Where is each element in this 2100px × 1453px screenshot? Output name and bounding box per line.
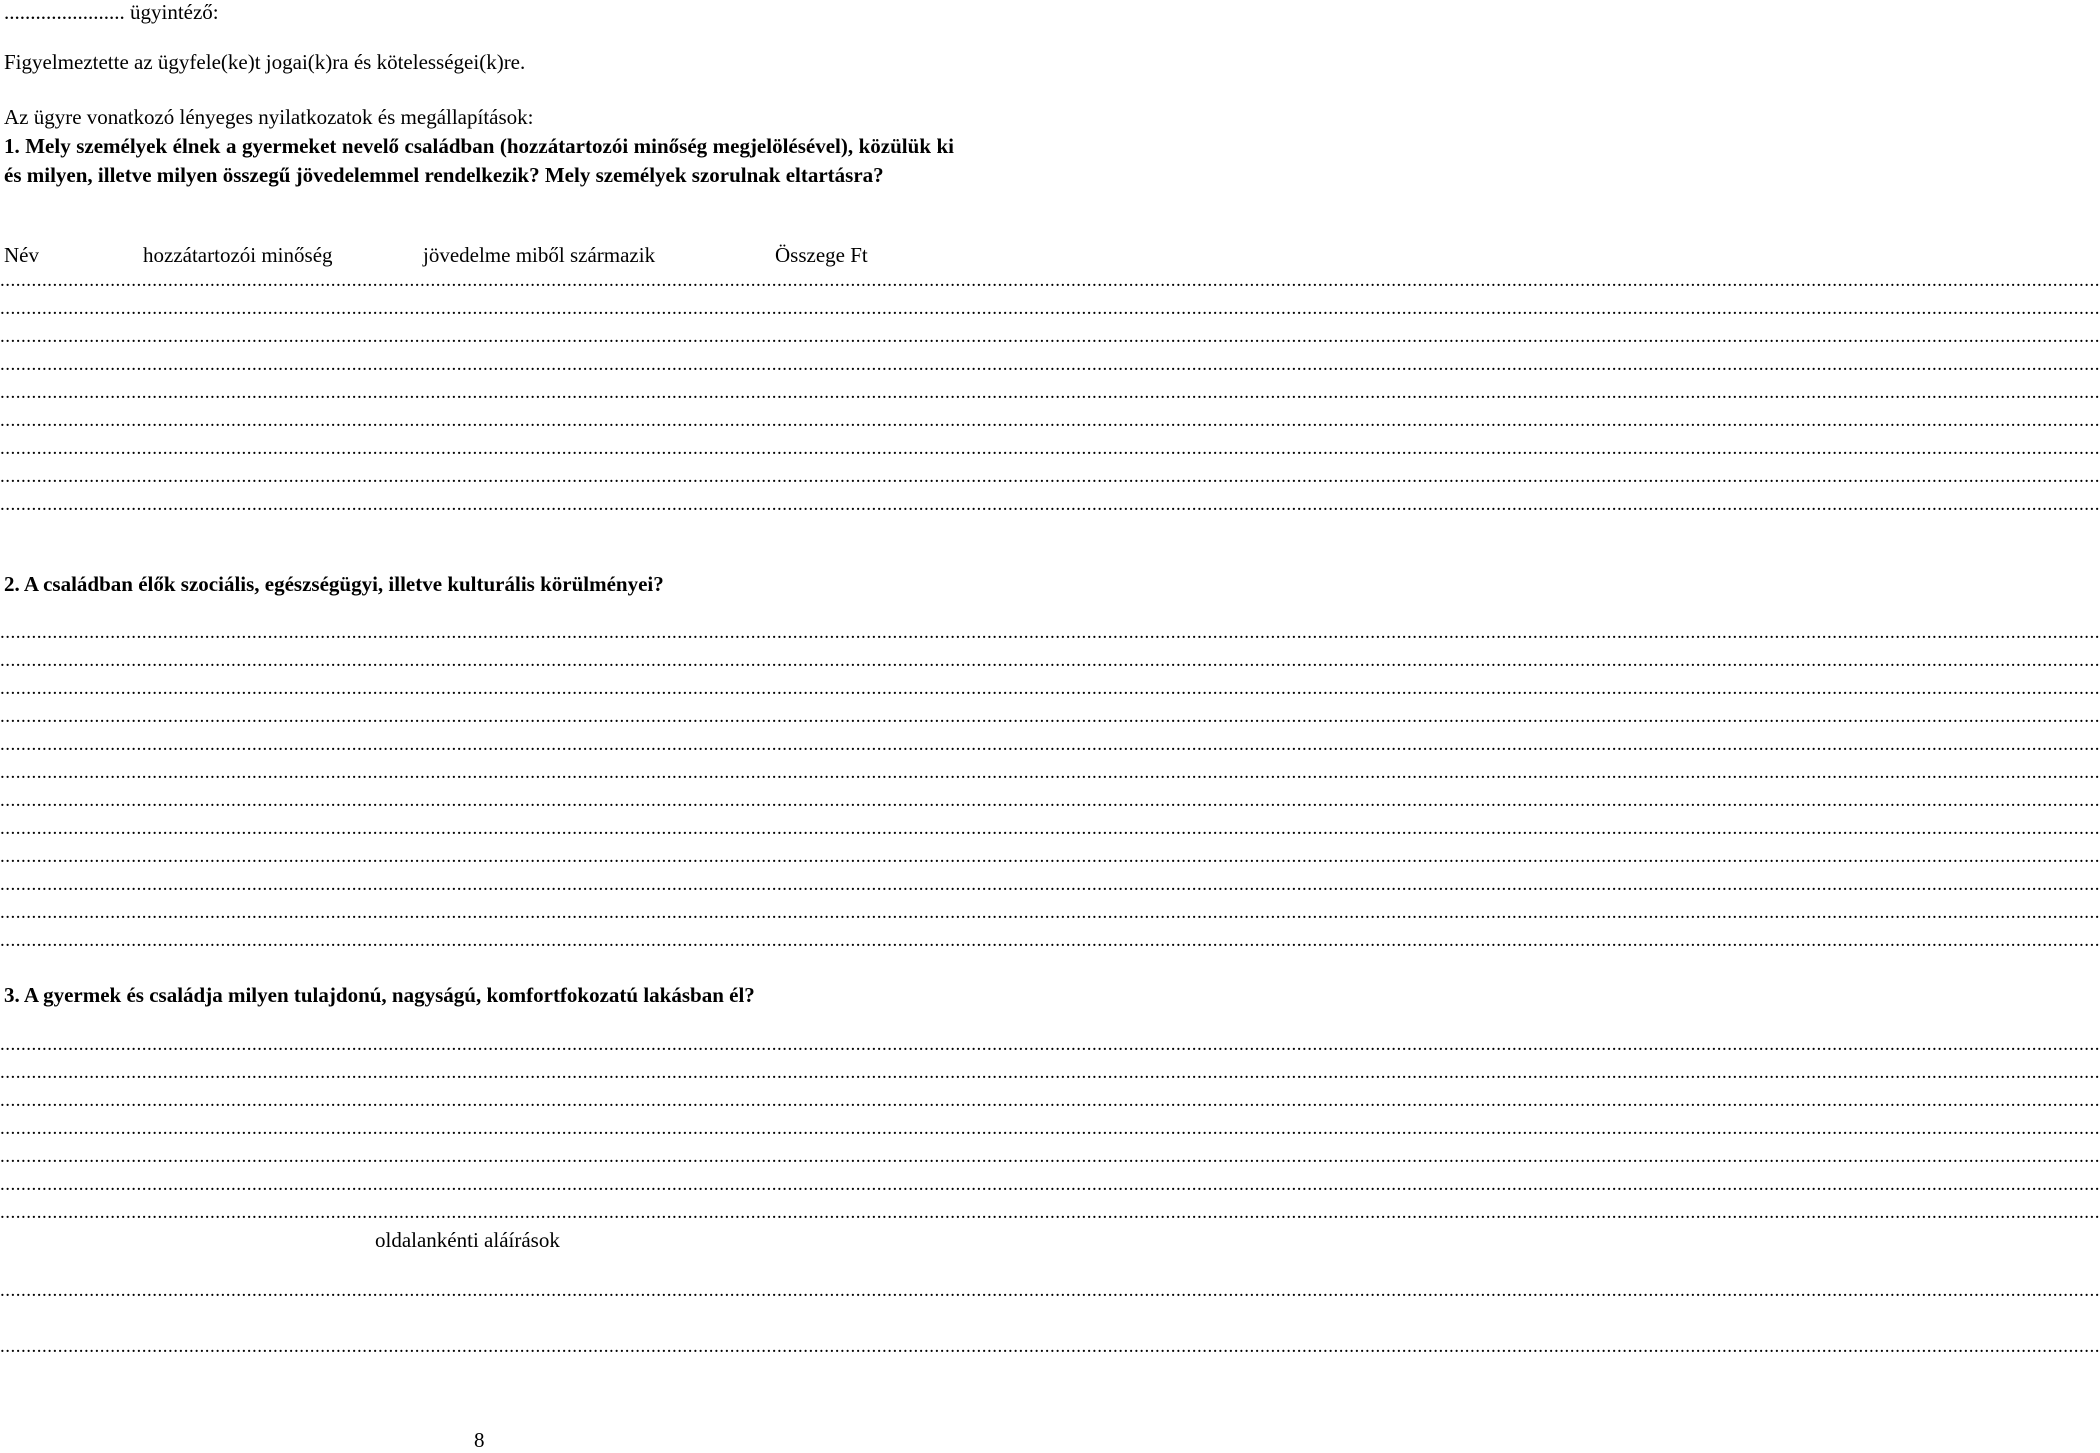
dotted-fill-line: ................................................................................................................................................................................................................................................................................................................................................................................................................: [0, 410, 2100, 431]
dotted-fill-line: ................................................................................................................................................................................................................................................................................................................................................................................................................: [0, 818, 2100, 839]
page-number: 8: [474, 1428, 485, 1452]
dotted-fill-line: ................................................................................................................................................................................................................................................................................................................................................................................................................: [0, 734, 2100, 755]
col-amount: Összege Ft: [775, 243, 868, 267]
dotted-fill-line: ................................................................................................................................................................................................................................................................................................................................................................................................................: [0, 706, 2100, 727]
dotted-fill-line: ................................................................................................................................................................................................................................................................................................................................................................................................................: [0, 622, 2100, 643]
dotted-fill-line: ................................................................................................................................................................................................................................................................................................................................................................................................................: [0, 1118, 2100, 1139]
dotted-fill-line: ................................................................................................................................................................................................................................................................................................................................................................................................................: [0, 902, 2100, 923]
dotted-fill-line: ................................................................................................................................................................................................................................................................................................................................................................................................................: [0, 678, 2100, 699]
dotted-fill-line: ................................................................................................................................................................................................................................................................................................................................................................................................................: [0, 1336, 2100, 1357]
question-1: 1. Mely személyek élnek a gyermeket nevelő családban (hozzátartozói minőség megjelölésével), közülük ki és milyen, illetve milyen összegű jövedelemmel rendelkezik? Mely személyek szorulnak eltartásra?: [4, 134, 954, 187]
dotted-fill-line: ................................................................................................................................................................................................................................................................................................................................................................................................................: [0, 790, 2100, 811]
dotted-fill-line: ................................................................................................................................................................................................................................................................................................................................................................................................................: [0, 382, 2100, 403]
question-2: 2. A családban élők szociális, egészségügyi, illetve kulturális körülményei?: [4, 572, 664, 596]
dotted-fill-line: ................................................................................................................................................................................................................................................................................................................................................................................................................: [0, 1280, 2100, 1301]
statements-intro: Az ügyre vonatkozó lényeges nyilatkozatok és megállapítások:: [4, 105, 534, 129]
dotted-fill-line: ................................................................................................................................................................................................................................................................................................................................................................................................................: [0, 846, 2100, 867]
col-income-source: jövedelme miből származik: [423, 243, 656, 267]
rights-warning: Figyelmeztette az ügyfele(ke)t jogai(k)ra és kötelességei(k)re.: [4, 50, 526, 74]
dotted-fill-line: ................................................................................................................................................................................................................................................................................................................................................................................................................: [0, 1202, 2100, 1223]
dotted-fill-line: ................................................................................................................................................................................................................................................................................................................................................................................................................: [0, 326, 2100, 347]
signature-label: oldalankénti aláírások: [375, 1228, 560, 1252]
col-relation: hozzátartozói minőség: [143, 243, 333, 267]
dotted-fill-line: ................................................................................................................................................................................................................................................................................................................................................................................................................: [0, 494, 2100, 515]
dotted-fill-line: ................................................................................................................................................................................................................................................................................................................................................................................................................: [0, 1062, 2100, 1083]
col-name: Név: [4, 243, 39, 267]
dotted-fill-line: ................................................................................................................................................................................................................................................................................................................................................................................................................: [0, 466, 2100, 487]
dotted-fill-line: ................................................................................................................................................................................................................................................................................................................................................................................................................: [0, 874, 2100, 895]
dotted-fill-line: ................................................................................................................................................................................................................................................................................................................................................................................................................: [0, 1034, 2100, 1055]
dotted-fill-line: ................................................................................................................................................................................................................................................................................................................................................................................................................: [0, 762, 2100, 783]
dotted-fill-line: ................................................................................................................................................................................................................................................................................................................................................................................................................: [0, 1090, 2100, 1111]
dotted-fill-line: ................................................................................................................................................................................................................................................................................................................................................................................................................: [0, 354, 2100, 375]
dotted-fill-line: ................................................................................................................................................................................................................................................................................................................................................................................................................: [0, 1174, 2100, 1195]
dotted-fill-line: ................................................................................................................................................................................................................................................................................................................................................................................................................: [0, 438, 2100, 459]
question-3: 3. A gyermek és családja milyen tulajdonú, nagyságú, komfortfokozatú lakásban él?: [4, 983, 755, 1007]
case-officer-line: ....................... ügyintéző:: [4, 0, 219, 24]
dotted-fill-line: ................................................................................................................................................................................................................................................................................................................................................................................................................: [0, 1146, 2100, 1167]
dotted-fill-line: ................................................................................................................................................................................................................................................................................................................................................................................................................: [0, 270, 2100, 291]
dotted-fill-line: ................................................................................................................................................................................................................................................................................................................................................................................................................: [0, 298, 2100, 319]
dotted-fill-line: ................................................................................................................................................................................................................................................................................................................................................................................................................: [0, 930, 2100, 951]
dotted-fill-line: ................................................................................................................................................................................................................................................................................................................................................................................................................: [0, 650, 2100, 671]
